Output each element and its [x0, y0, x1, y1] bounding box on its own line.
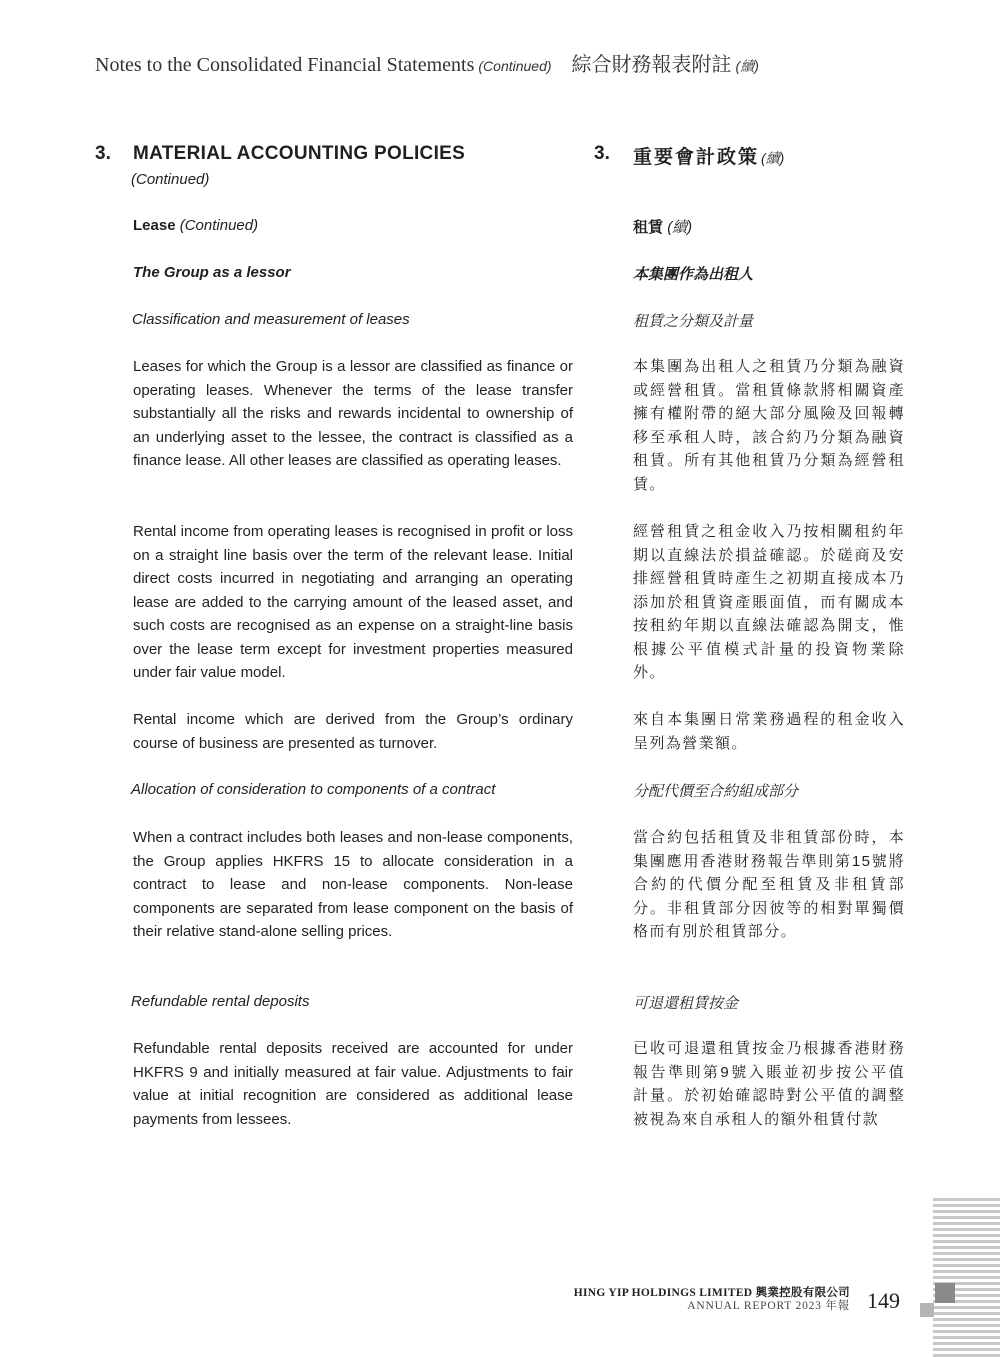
- paragraph-4-en: When a contract includes both leases and non-lease components, the Group applies HKFRS 15 to allocate consideration in a contract to lease and non-lease components. Non-lease components are separated from lease component on the basis of their relative stand-alone selling prices.: [133, 829, 573, 940]
- paragraph-2-zh: 經營租賃之租金收入乃按相關租約年期以直線法於損益確認。於磋商及安排經營租賃時產生之初期直接成本乃添加於租賃資產賬面值，而有關成本按租約年期以直線法確認為開支，惟根據公平值模式計量的投資物業除外。: [633, 523, 905, 681]
- section-number-en: 3.: [95, 143, 111, 164]
- lessor-heading-zh: 本集團作為出租人: [633, 266, 754, 283]
- section-subtitle-en: (Continued): [131, 171, 210, 188]
- paragraph-3-zh: 來自本集團日常業務過程的租金收入呈列為營業額。: [633, 711, 905, 752]
- paragraph-4-zh: 當合約包括租賃及非租賃部份時，本集團應用香港財務報告準則第15號將合約的代價分配至租賃及非租賃部分。非租賃部分因彼等的相對單獨價格而有別於租賃部分。: [633, 829, 905, 940]
- deposits-heading-en: Refundable rental deposits: [131, 993, 310, 1010]
- running-header: [95, 48, 759, 77]
- section-title-en: MATERIAL ACCOUNTING POLICIES: [133, 143, 466, 164]
- paragraph-1-en: Leases for which the Group is a lessor are classified as finance or operating leases. Whenever the terms of the lease transfer substantially all the risks and rewards incidental to ownership of an underlying asset to the lessee, the contract is classified as a finance lease. All other leases are classified as operating leases.: [133, 358, 573, 469]
- decorative-square-light: [920, 1303, 934, 1317]
- paragraph-1-zh: 本集團為出租人之租賃乃分類為融資或經營租賃。當租賃條款將相關資產擁有權附帶的絕大部分風險及回報轉移至承租人時，該合約乃分類為融資租賃。所有其他租賃乃分類為經營租賃。: [633, 358, 905, 493]
- classification-heading-zh: 租賃之分類及計量: [633, 313, 754, 330]
- lease-continued-zh: (續): [667, 219, 693, 236]
- decorative-stripes: [933, 1198, 1000, 1357]
- lease-heading-zh-text: 租賃: [633, 219, 664, 236]
- section-title-zh: [633, 142, 784, 169]
- footer-company-name: HING YIP HOLDINGS LIMITED 興業控股有限公司: [573, 1287, 850, 1299]
- header-title-en: Notes to the Consolidated Financial Statements: [95, 54, 475, 76]
- section-continued-zh: (續): [761, 150, 785, 166]
- header-continued-zh: (續): [735, 58, 759, 74]
- lease-heading-zh: [633, 216, 905, 237]
- decorative-square-dark: [935, 1283, 955, 1303]
- lessor-heading-en: The Group as a lessor: [133, 264, 291, 281]
- lease-heading-en: [133, 217, 573, 234]
- lease-heading-en-text: Lease: [133, 217, 176, 234]
- header-title-zh: 綜合財務報表附註: [571, 52, 732, 76]
- section-number-zh: 3.: [594, 143, 610, 164]
- allocation-heading-zh: 分配代價至合約組成部分: [633, 783, 799, 800]
- header-continued-en: (Continued): [478, 58, 552, 74]
- deposits-heading-zh: 可退還租賃按金: [633, 995, 739, 1012]
- page-number: 149: [867, 1288, 900, 1313]
- paragraph-3-en: Rental income which are derived from the Group’s ordinary course of business are presented as turnover.: [133, 711, 573, 752]
- footer-annual-report: ANNUAL REPORT 2023 年報: [687, 1300, 850, 1312]
- paragraph-5-zh: 已收可退還租賃按金乃根據香港財務報告準則第9號入賬並初步按公平值計量。於初始確認時對公平值的調整被視為來自承租人的額外租賃付款: [633, 1040, 905, 1128]
- lease-continued-en: (Continued): [179, 217, 259, 234]
- classification-heading-en: Classification and measurement of leases: [132, 311, 410, 328]
- allocation-heading-en: Allocation of consideration to components of a contract: [131, 781, 496, 798]
- footer-company-block: [574, 1287, 850, 1313]
- paragraph-2-en: Rental income from operating leases is recognised in profit or loss on a straight line basis over the term of the relevant lease. Initial direct costs incurred in negotiating and arranging an operating lease are added to the carrying amount of the leased asset, and such costs are recognised as an expense on a straight-line basis over the lease term except for investment properties measured under fair value model.: [133, 523, 573, 681]
- section-title-zh-text: 重要會計政策: [633, 147, 760, 168]
- paragraph-5-en: Refundable rental deposits received are accounted for under HKFRS 9 and initially measured at fair value. Adjustments to fair value at initial recognition are considered as additional lease payments from lessees.: [133, 1040, 573, 1128]
